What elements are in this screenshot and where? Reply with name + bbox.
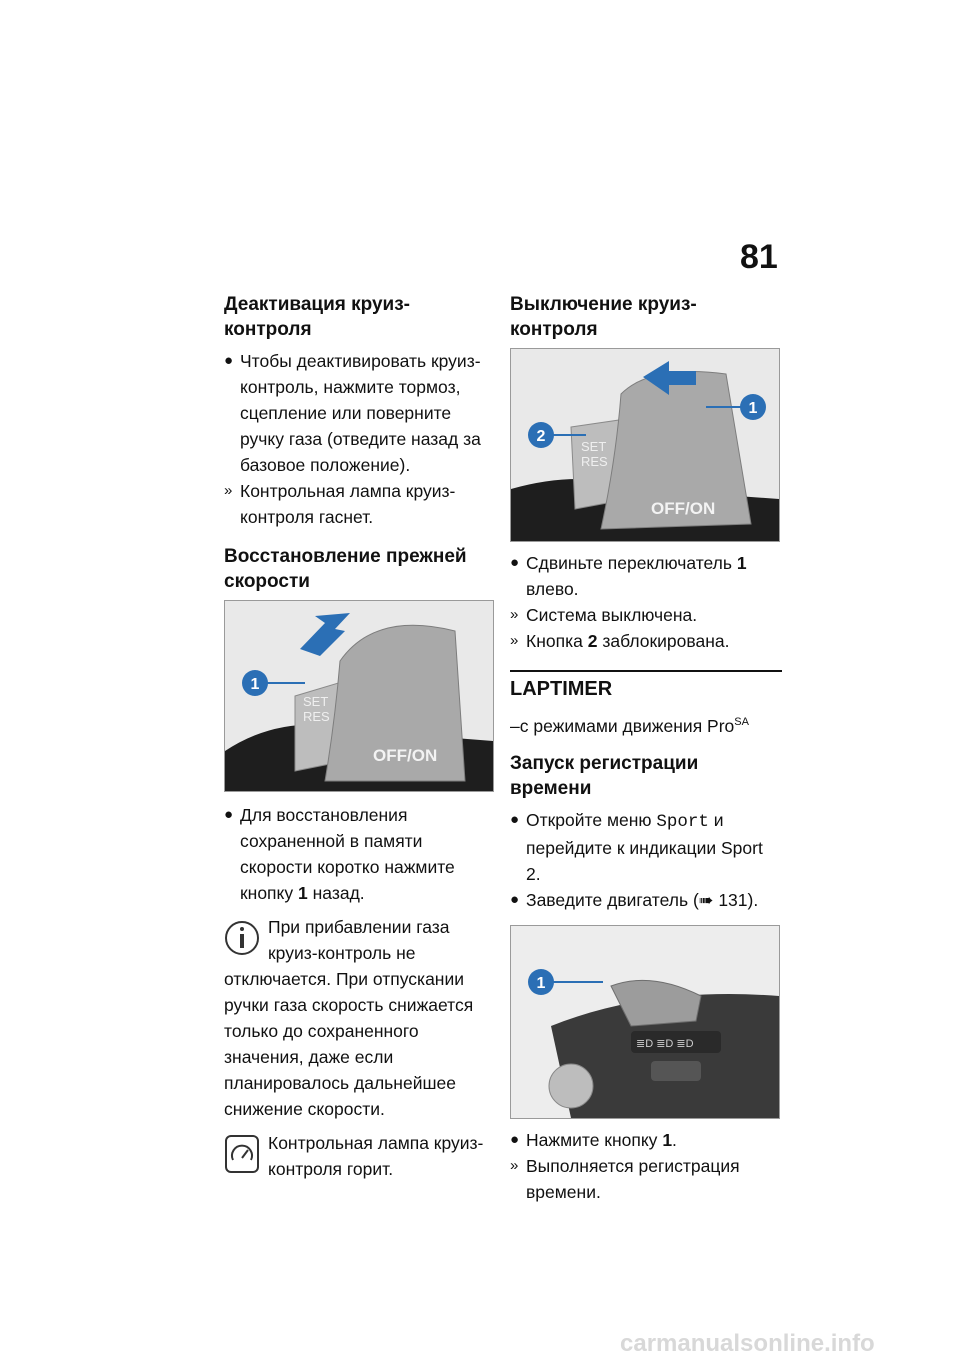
cruise-lamp-icon <box>224 1132 260 1176</box>
heading-resume-speed: Восстановление прежней скорости <box>224 546 467 592</box>
bullet-icon: ● <box>510 1130 520 1148</box>
section-divider <box>510 670 782 672</box>
callout-1: 1 <box>250 676 260 693</box>
callout-2: 2 <box>536 428 546 445</box>
label-offon: OFF/ON <box>651 499 716 518</box>
bullet-start-engine: ● Заведите двигатель (➠ 131). <box>510 887 782 913</box>
bullet-icon: ● <box>510 554 520 571</box>
result-arrow-icon: » <box>224 482 233 499</box>
result-arrow-icon: » <box>510 632 519 649</box>
result-system-off: » Система выключена. <box>510 602 782 628</box>
bullet-open-menu: ● Откройте меню Sport и перейдите к индикации Sport 2. <box>510 807 782 887</box>
heading-deactivation: Деактивация круиз-контроля <box>224 294 411 340</box>
label-set: SET <box>581 439 607 454</box>
heading-start-timing: Запуск регистрации времени <box>510 752 699 799</box>
bullet-press-button: ● Нажмите кнопку 1. <box>510 1127 782 1153</box>
figure-timing-button <box>510 925 780 1119</box>
label-res: RES <box>303 709 330 724</box>
bullet-icon: ● <box>510 810 520 828</box>
callout-1: 1 <box>536 974 546 992</box>
label-res: RES <box>581 454 608 469</box>
bullet-icon: ● <box>224 352 234 369</box>
svg-text:≣D ≣D ≣D: ≣D ≣D ≣D <box>636 1037 694 1050</box>
bullet-icon: ● <box>510 890 520 908</box>
label-offon: OFF/ON <box>373 746 438 765</box>
figure-off-on-switch <box>510 348 780 542</box>
figure-set-res-button <box>224 600 494 792</box>
heading-laptimer: LAPTIMER <box>510 678 613 700</box>
result-timing-running: » Выполняется регистрация времени. <box>510 1153 782 1205</box>
equipment-note: –с режимами движения Pro$^{SA}$ <box>510 715 749 736</box>
result-arrow-icon: » <box>510 1156 519 1174</box>
right-column <box>510 292 782 1205</box>
callout-1: 1 <box>748 400 758 417</box>
page-ref-arrow-icon: ➠ <box>698 889 714 910</box>
heading-switch-off: Выключение круиз-контроля <box>510 294 697 340</box>
bullet-slide-switch: ● Сдвиньте переключатель 1 влево. <box>510 550 782 602</box>
bullet-resume: ● Для восстановления сохраненной в памяти скорости коротко нажмите кнопку 1 назад. <box>224 802 496 906</box>
note-lamp: Контрольная лампа круиз-контроля горит. <box>224 1130 496 1182</box>
label-set: SET <box>303 694 329 709</box>
watermark: carmanualsonline.info <box>620 1330 875 1357</box>
bullet-icon: ● <box>224 806 234 823</box>
info-icon <box>224 916 260 960</box>
bullet-deactivate: ● Чтобы деактивировать круиз-контроль, нажмите тормоз, сцепление или поверните ручку газа (отведите назад за базовое положение). <box>224 348 496 478</box>
result-lamp-off: » Контрольная лампа круиз-контроля гаснет. <box>224 478 496 530</box>
note-info: При прибавлении газа круиз-контроль не отключается. При отпускании ручки газа скорость снижается только до сохраненного значения, даже если планировалось дальнейшее снижение скорости. <box>224 917 474 1119</box>
left-column <box>224 292 496 1182</box>
result-button-locked: » Кнопка 2 заблокирована. <box>510 628 782 654</box>
result-arrow-icon: » <box>510 606 519 623</box>
page-number: 81 <box>740 238 778 276</box>
